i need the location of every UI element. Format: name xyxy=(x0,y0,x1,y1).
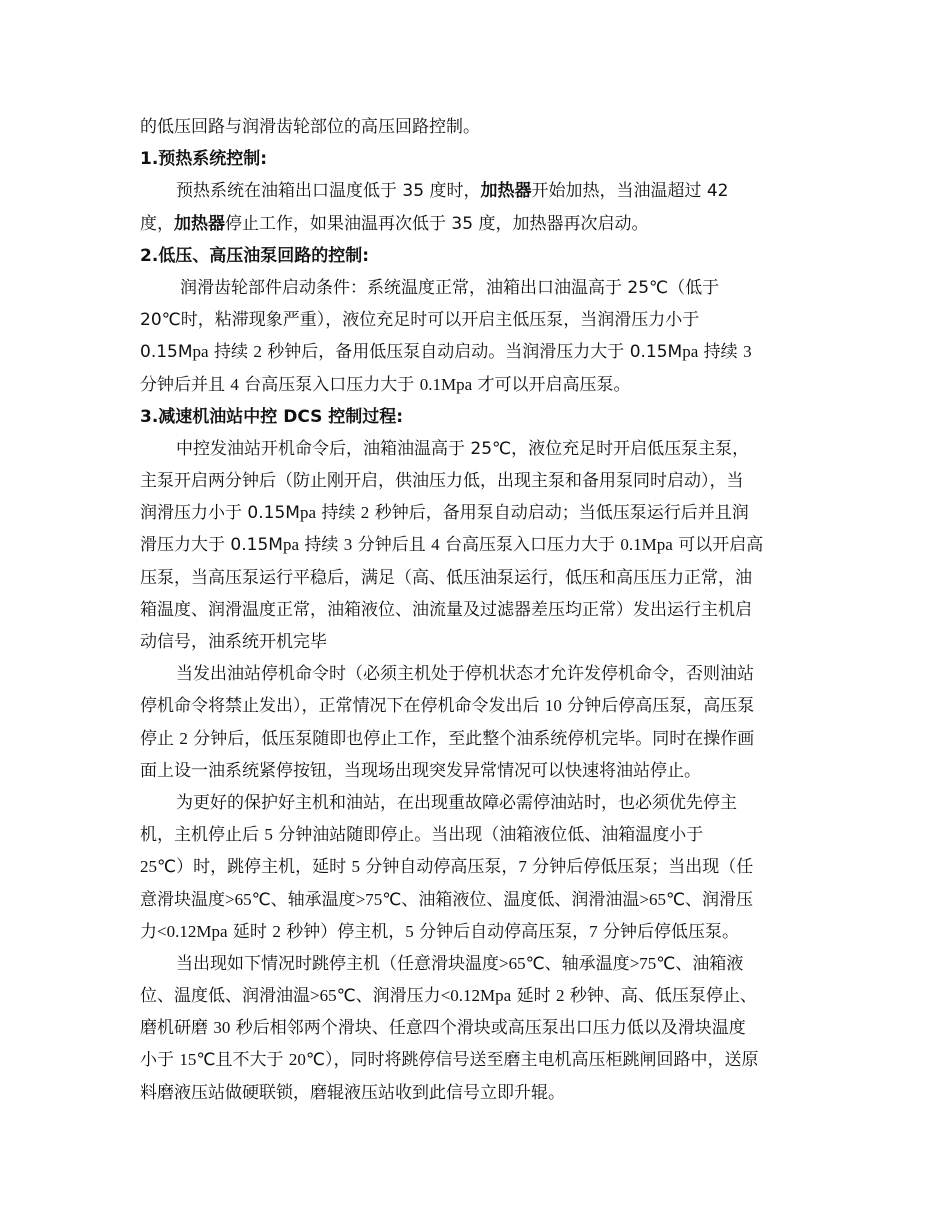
text-run: 持续 xyxy=(315,503,361,524)
text-run: 分钟后停高压泵，高压泵 xyxy=(561,696,755,717)
text-run: 3 xyxy=(343,535,353,555)
text-run: 可以开启高 xyxy=(672,535,764,556)
text-run: >65 xyxy=(225,889,252,909)
text-run: >75 xyxy=(355,889,383,909)
text-run: >65 xyxy=(499,953,526,973)
text-run: 秒钟）停主机， xyxy=(280,921,406,942)
text-run: 2 xyxy=(253,342,262,362)
text-line xyxy=(140,723,820,755)
text-run: 7 xyxy=(518,857,527,877)
text-run: 台高压泵入口压力大于 xyxy=(439,535,621,556)
text-line xyxy=(140,369,820,401)
text-run: ℃）时，跳停主机，延时 xyxy=(157,857,352,878)
text-run: 预热系统在油箱出口温度低于 35 度时， xyxy=(176,181,481,202)
text-run: ℃），同时将跳停信号送至磨主电机高压柜跳闸回路中，送原 xyxy=(305,1050,759,1071)
text-run: 力 xyxy=(140,921,157,942)
text-run: 20 xyxy=(288,1050,306,1070)
text-run: 才可以开启高压泵。 xyxy=(472,374,631,395)
text-run: 位、温度低、润滑油温 xyxy=(140,986,310,1007)
text-run: 5 xyxy=(405,921,414,941)
text-run: 持续 xyxy=(298,535,344,556)
text-run: 0.15M xyxy=(140,342,193,363)
intro-line: 的低压回路与润滑齿轮部位的高压回路控制。 xyxy=(140,117,480,137)
text-run: 4 xyxy=(230,374,239,394)
bold-term: 加热器 xyxy=(174,213,225,234)
text-run: 分钟后自动停高压泵， xyxy=(413,921,590,942)
text-run: 分钟后且 xyxy=(352,535,432,556)
text-run: 分钟后停低压泵；当出现（任 xyxy=(526,857,754,878)
text-line xyxy=(140,916,820,948)
text-run: 延时 xyxy=(511,986,556,1007)
text-run: 4 xyxy=(431,535,440,555)
text-run: 意滑块温度 xyxy=(140,889,225,910)
text-run: 润滑压力小于 0.15M xyxy=(140,503,300,524)
text-run: 持续 xyxy=(208,342,254,363)
text-run: 度， xyxy=(140,213,174,234)
text-run: 停机命令将禁止发出），正常情况下在停机命令发出后 xyxy=(140,696,545,717)
section-heading-pump-circuit: 2.低压、高压油泵回路的控制: xyxy=(140,245,370,266)
text-line xyxy=(140,1012,820,1044)
text-run: 10 xyxy=(544,696,562,716)
text-run: 15 xyxy=(179,1050,197,1070)
text-line: 面上设一油系统紧停按钮，当现场出现突发异常情况可以快速将油站停止。 xyxy=(140,760,701,781)
text-line xyxy=(140,819,820,851)
text-run: 开始加热，当油温超过 42 xyxy=(531,181,729,202)
text-run: >75 xyxy=(629,953,657,973)
text-run: 秒后相邻两个滑块、任意四个滑块或高压泵出口压力低以及滑块温度 xyxy=(230,1018,746,1039)
text-line: 中控发油站开机命令后，油箱油温高于 25℃，液位充足时开启低压泵主泵， xyxy=(176,438,750,459)
text-run: 停止工作，如果油温再次低于 35 度，加热器再次启动。 xyxy=(225,213,649,234)
text-line xyxy=(140,690,820,722)
document-page xyxy=(140,111,820,1109)
text-line: 压泵，当高压泵运行平稳后，满足（高、低压油泵运行，低压和高压压力正常，油 xyxy=(140,567,752,588)
text-run: ℃、油箱液 xyxy=(656,953,744,974)
text-run: 秒钟后，备用低压泵自动启动。当润滑压力大于 0.15M xyxy=(261,342,683,363)
text-run: 5 xyxy=(351,857,360,877)
text-run: <0.12Mpa xyxy=(440,986,512,1006)
text-run: 台高压泵入口压力大于 xyxy=(238,374,420,395)
text-run: 当出现如下情况时跳停主机（任意滑块温度 xyxy=(176,953,499,974)
text-line: 20℃时，粘滞现象严重），液位充足时可以开启主低压泵，当润滑压力小于 xyxy=(140,310,700,331)
section-heading-dcs: 3.减速机油站中控 DCS 控制过程: xyxy=(140,406,404,427)
text-line: 主泵开启两分钟后（防止刚开启，供油压力低，出现主泵和备用泵同时启动），当 xyxy=(140,471,744,492)
text-line xyxy=(140,1044,820,1076)
text-line xyxy=(140,851,820,883)
text-run: 延时 xyxy=(227,921,273,942)
text-run: pa xyxy=(282,535,299,555)
text-line: 箱温度、润滑温度正常，油箱液位、油流量及过滤器差压均正常）发出运行主机启 xyxy=(140,599,752,620)
text-run: 分钟自动停高压泵， xyxy=(360,857,519,878)
text-run: 2 xyxy=(272,921,281,941)
text-line xyxy=(140,948,820,980)
text-run: 磨机研磨 xyxy=(140,1018,214,1039)
text-line xyxy=(140,336,820,368)
paragraph-trip-conditions xyxy=(140,948,820,1109)
text-run: >65 xyxy=(310,986,337,1006)
section-heading-preheat: 1.预热系统控制: xyxy=(140,149,268,170)
paragraph-pump-circuit xyxy=(140,272,820,401)
text-run: ℃、油箱液位、温度低、润滑油温 xyxy=(382,889,640,910)
text-run: 机，主机停止后 xyxy=(140,825,265,846)
paragraph-dcs-start xyxy=(140,433,820,658)
text-run: 分钟后并且 xyxy=(140,374,231,395)
text-line xyxy=(140,497,820,529)
text-run: 2 xyxy=(360,503,370,523)
text-run: ℃、轴承温度 xyxy=(251,889,356,910)
text-line xyxy=(140,208,820,240)
text-run: 小于 xyxy=(140,1050,180,1071)
text-run: ℃、润滑压力 xyxy=(336,986,441,1007)
text-run: 0.1Mpa xyxy=(620,535,673,555)
text-run: ℃且不大于 xyxy=(196,1050,289,1071)
text-run: pa xyxy=(192,342,209,362)
text-run: 滑压力大于 0.15M xyxy=(140,535,283,556)
text-run: 分钟油站随即停止。当出现（油箱液位低、油箱温度小于 xyxy=(272,825,704,846)
text-run: 分钟后停低压泵。 xyxy=(597,921,740,942)
paragraph-fault-stop xyxy=(140,787,820,948)
text-line: 当发出油站停机命令时（必须主机处于停机状态才允许发停机命令，否则油站 xyxy=(176,664,754,685)
text-line: 润滑齿轮部件启动条件：系统温度正常，油箱出口油温高于 25℃（低于 xyxy=(180,277,720,298)
text-run: 25 xyxy=(140,857,157,877)
paragraph-preheat xyxy=(140,175,820,239)
text-run: 2 xyxy=(556,986,565,1006)
text-run: 秒钟后，备用泵自动启动；当低压泵运行后并且润 xyxy=(369,503,749,524)
text-line xyxy=(140,884,820,916)
bold-term: 加热器 xyxy=(480,181,532,202)
text-run: 分钟后，低压泵随即也停止工作，至此整个油系统停机完毕。同时在操作画 xyxy=(187,728,755,749)
paragraph-dcs-stop xyxy=(140,658,820,787)
text-run: >65 xyxy=(639,889,666,909)
text-run: pa xyxy=(682,342,699,362)
text-run: 5 xyxy=(264,825,273,845)
text-run: 持续 xyxy=(698,342,744,363)
text-run: ℃、轴承温度 xyxy=(525,953,630,974)
text-line xyxy=(140,980,820,1012)
text-run: 秒钟、高、低压泵停止、 xyxy=(564,986,757,1007)
text-run: 7 xyxy=(589,921,598,941)
text-line xyxy=(140,175,820,207)
text-run: pa xyxy=(299,503,316,523)
text-line: 为更好的保护好主机和油站，在出现重故障必需停油站时，也必须优先停主 xyxy=(176,792,737,813)
text-line xyxy=(140,529,820,561)
text-line: 料磨液压站做硬联锁，磨辊液压站收到此信号立即升辊。 xyxy=(140,1082,565,1103)
text-run: 0.1Mpa xyxy=(419,374,473,394)
text-run: <0.12Mpa xyxy=(157,921,228,941)
text-line: 动信号，油系统开机完毕 xyxy=(140,632,327,652)
text-run: 30 xyxy=(213,1018,231,1038)
text-run: 2 xyxy=(179,728,188,748)
text-run: 停止 xyxy=(140,728,180,749)
text-run: ℃、润滑压 xyxy=(665,889,754,910)
text-run: 3 xyxy=(743,342,752,362)
